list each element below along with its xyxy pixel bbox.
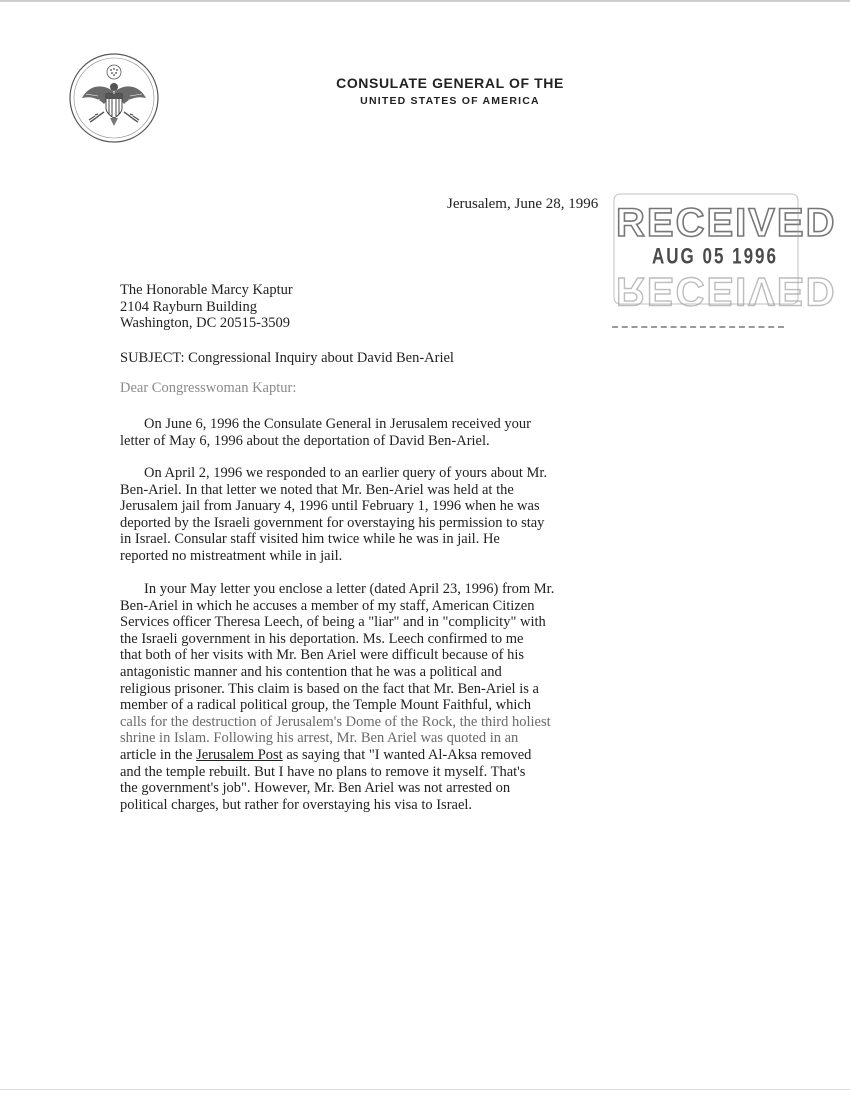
recipient-name: The Honorable Marcy Kaptur	[120, 282, 293, 298]
paragraph-segment: as saying that "I wanted Al-Aksa removed	[282, 746, 532, 763]
paragraph-line: deported by the Israeli government for overstaying his permission to stay	[120, 514, 545, 531]
stamp-date: AUG 05 1996	[652, 244, 778, 269]
paragraph-line: In your May letter you enclose a letter (dated April 23, 1996) from Mr.	[144, 581, 555, 597]
paragraph-line: in Israel. Consular staff visited him twice while he was in jail. He	[120, 531, 500, 548]
paragraph-line	[120, 747, 660, 764]
paragraph-1	[120, 416, 660, 449]
paragraph-line: Ben-Ariel. In that letter we noted that Mr. Ben-Ariel was held at the	[120, 481, 514, 498]
paragraph-segment: article in the	[120, 746, 197, 763]
paragraph-line: Services officer Theresa Leech, of being a "liar" and in "complicity" with	[120, 614, 546, 631]
paragraph-line: Ben-Ariel in which he accuses a member of my staff, American Citizen	[120, 597, 535, 614]
paragraph-line: calls for the destruction of Jerusalem's Dome of the Rock, the third holiest	[120, 713, 551, 730]
paragraph-line: reported no mistreatment while in jail.	[120, 547, 343, 564]
paragraph-line: member of a radical political group, the Temple Mount Faithful, which	[120, 697, 532, 714]
paragraph-3	[120, 581, 660, 813]
paragraph-line: that both of her visits with Mr. Ben Ariel were difficult because of his	[120, 647, 525, 664]
stamp-dash-line	[612, 326, 784, 328]
stamp-received-mirror: RECEIVED	[616, 269, 837, 313]
paragraph-line: and the temple rebuilt. But I have no plans to remove it myself. That's	[120, 763, 526, 780]
letterhead-subtitle: UNITED STATES OF AMERICA	[360, 95, 540, 107]
paragraph-line: letter of May 6, 1996 about the deportation of David Ben-Ariel.	[120, 432, 490, 449]
dateline: Jerusalem, June 28, 1996	[447, 196, 599, 212]
paragraph-line: On June 6, 1996 the Consulate General in Jerusalem received your	[144, 416, 531, 432]
recipient-address	[120, 282, 293, 332]
recipient-street: 2104 Rayburn Building	[120, 298, 257, 315]
page-top-edge	[0, 0, 850, 2]
page-bottom-edge	[0, 1089, 850, 1090]
paragraph-2	[120, 465, 660, 565]
salutation: Dear Congresswoman Kaptur:	[120, 380, 297, 396]
paragraph-line: the Israeli government in his deportation. Ms. Leech confirmed to me	[120, 630, 524, 647]
paragraph-line: religious prisoner. This claim is based on the fact that Mr. Ben-Ariel is a	[120, 680, 539, 697]
recipient-city: Washington, DC 20515-3509	[120, 315, 291, 331]
paragraph-line: Jerusalem jail from January 4, 1996 until February 1, 1996 when he was	[120, 498, 540, 515]
paragraph-line: political charges, but rather for overstaying his visa to Israel.	[120, 796, 473, 813]
paragraph-line: On April 2, 1996 we responded to an earlier query of yours about Mr.	[144, 465, 548, 481]
paragraph-line: the government's job". However, Mr. Ben Ariel was not arrested on	[120, 780, 511, 797]
paragraph-line: shrine in Islam. Following his arrest, Mr. Ben Ariel was quoted in an	[120, 730, 519, 747]
newspaper-title: Jerusalem Post	[196, 746, 283, 763]
stamp-received-text: RECEIVED	[616, 201, 837, 245]
letterhead	[330, 73, 570, 109]
subject-line: SUBJECT: Congressional Inquiry about David Ben-Ariel	[120, 350, 454, 366]
paragraph-line: antagonistic manner and his contention that he was a political and	[120, 663, 502, 680]
great-seal-icon	[68, 52, 160, 144]
letterhead-title: CONSULATE GENERAL OF THE	[336, 75, 564, 91]
